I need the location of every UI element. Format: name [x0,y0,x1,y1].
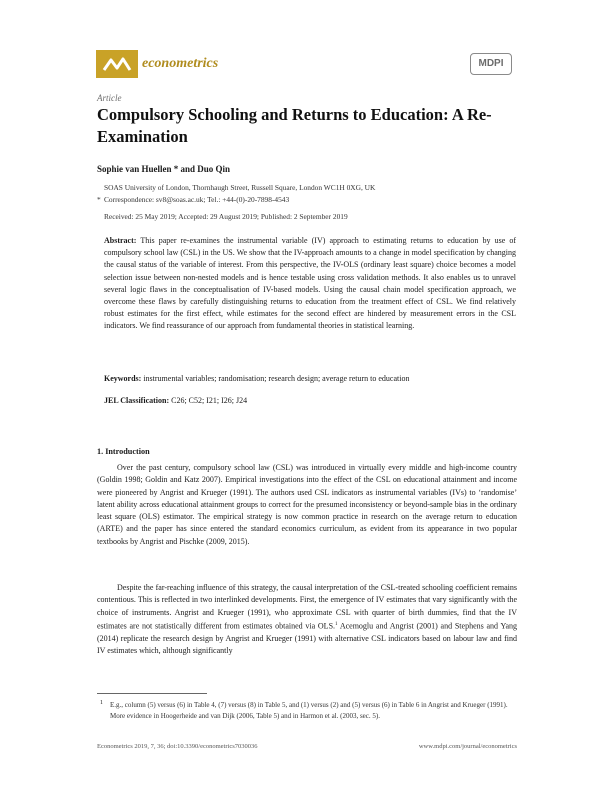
paragraph-1: Over the past century, compulsory school law (CSL) was introduced in virtually every middle and high-income country (Goldin 1998; Goldin and Katz 2007). Empirical investigations into the effect of the CSL on educational attainment and income were pioneered by Angrist and Krueger (1991). The authors used CSL indicators as instrumental variables (IVs) to ‘randomise’ latent ability across educational attainment groups to correct for the presumed inconsistency or beyond-sample bias in the ordinary least square (OLS) estimator. The empirical strategy is now common practice in research on the average return to education (ARTE) and the paper has since entered the standard economics curriculum, as evident from its appearance in two popular textbooks by Angrist and Pischke (2009, 2015). [97,463,517,546]
logo-mark-icon [96,50,138,78]
jel-text: C26; C52; I21; I26; J24 [171,396,248,405]
correspondence-text: Correspondence: sv8@soas.ac.uk; Tel.: +44-(0)-20-7898-4543 [104,195,290,204]
paragraph-2-text-b: Acemoglu and Angrist (2001) and Stephens and Yang (2014) replicate the research design by Angrist and Krueger (1991) with alternative CSL indicators based on labour law and find IV estimates which, although significantly [97,621,518,655]
abstract-text: This paper re-examines the instrumental variable (IV) approach to estimating returns to education by use of compulsory school law (CSL) in the US. We show that the IV-approach amounts to a change in model specification by changing the causal status of the variable of interest. From this perspective, the IV-OLS (ordinary least square) choice becomes a model selection issue between non-nested models and is hence testable using cross validation methods. It also enables us to unravel several logic flaws in the conceptualisation of IV-based models. Using the causal chain model specification approach, we overcome these flaws by carefully distinguishing returns to education from the treatment effect of CSL. We find relatively robust estimates for the first effect, while estimates for the second effect are hindered by measurement errors in the CSL indicators. We find reassurance of our approach from fundamental theories in statistical learning. [104,236,517,331]
footnote-rule [97,693,207,694]
journal-url[interactable]: www.mdpi.com/journal/econometrics [418,743,517,750]
footnote-text: E.g., column (5) versus (6) in Table 4, (7) versus (8) in Table 5, and (1) versus (2) and (5) versus (6) in Table 6 in Angrist and Krueger (1991). More evidence in Hoogerheide and van Dijk (2006, Table 5) and in Harmon et al. (2003, sec. 5). [110,701,508,720]
abstract-label: Abstract: [104,236,137,245]
correspondence-star: * [97,195,101,204]
affiliation: SOAS University of London, Thornhaugh Street, Russell Square, London WC1H 0XG, UK [104,183,376,192]
publication-dates: Received: 25 May 2019; Accepted: 29 August 2019; Published: 2 September 2019 [104,212,348,221]
publisher-logo: MDPI [470,53,512,75]
footnote-ref[interactable]: 1 [335,621,338,627]
correspondence [97,194,524,205]
keywords-text: instrumental variables; randomisation; research design; average return to education [143,374,410,383]
paragraph-2 [97,582,517,657]
keywords [104,373,516,385]
paragraph-2-text-a: Despite the far-reaching influence of this strategy, the causal interpretation of the CSL-treated schooling coefficient remains contentious. This is reflected in two interlinked developments. First, the emergence of IV estimates that vary significantly with the choice of instruments. Angrist and Krueger (1991), who approximate CSL with quarter of birth dummies, find that the IV estimates are not statistically different from estimates obtained via OLS. [97,583,517,631]
footnote-number: 1 [100,700,103,706]
jel-label: JEL Classification: [104,396,170,405]
journal-name: econometrics [142,56,219,71]
jel-classification [104,395,516,407]
citation-footer: Econometrics 2019, 7, 36; doi:10.3390/econometrics7030036 [97,743,258,750]
author-list: Sophie van Huellen * and Duo Qin [97,164,231,174]
abstract [104,235,516,333]
journal-logo [96,50,138,78]
paper-title: Compulsory Schooling and Returns to Education: A Re-Examination [97,105,492,146]
section-heading: 1. Introduction [97,447,150,456]
article-type: Article [97,93,122,103]
keywords-label: Keywords: [104,374,142,383]
